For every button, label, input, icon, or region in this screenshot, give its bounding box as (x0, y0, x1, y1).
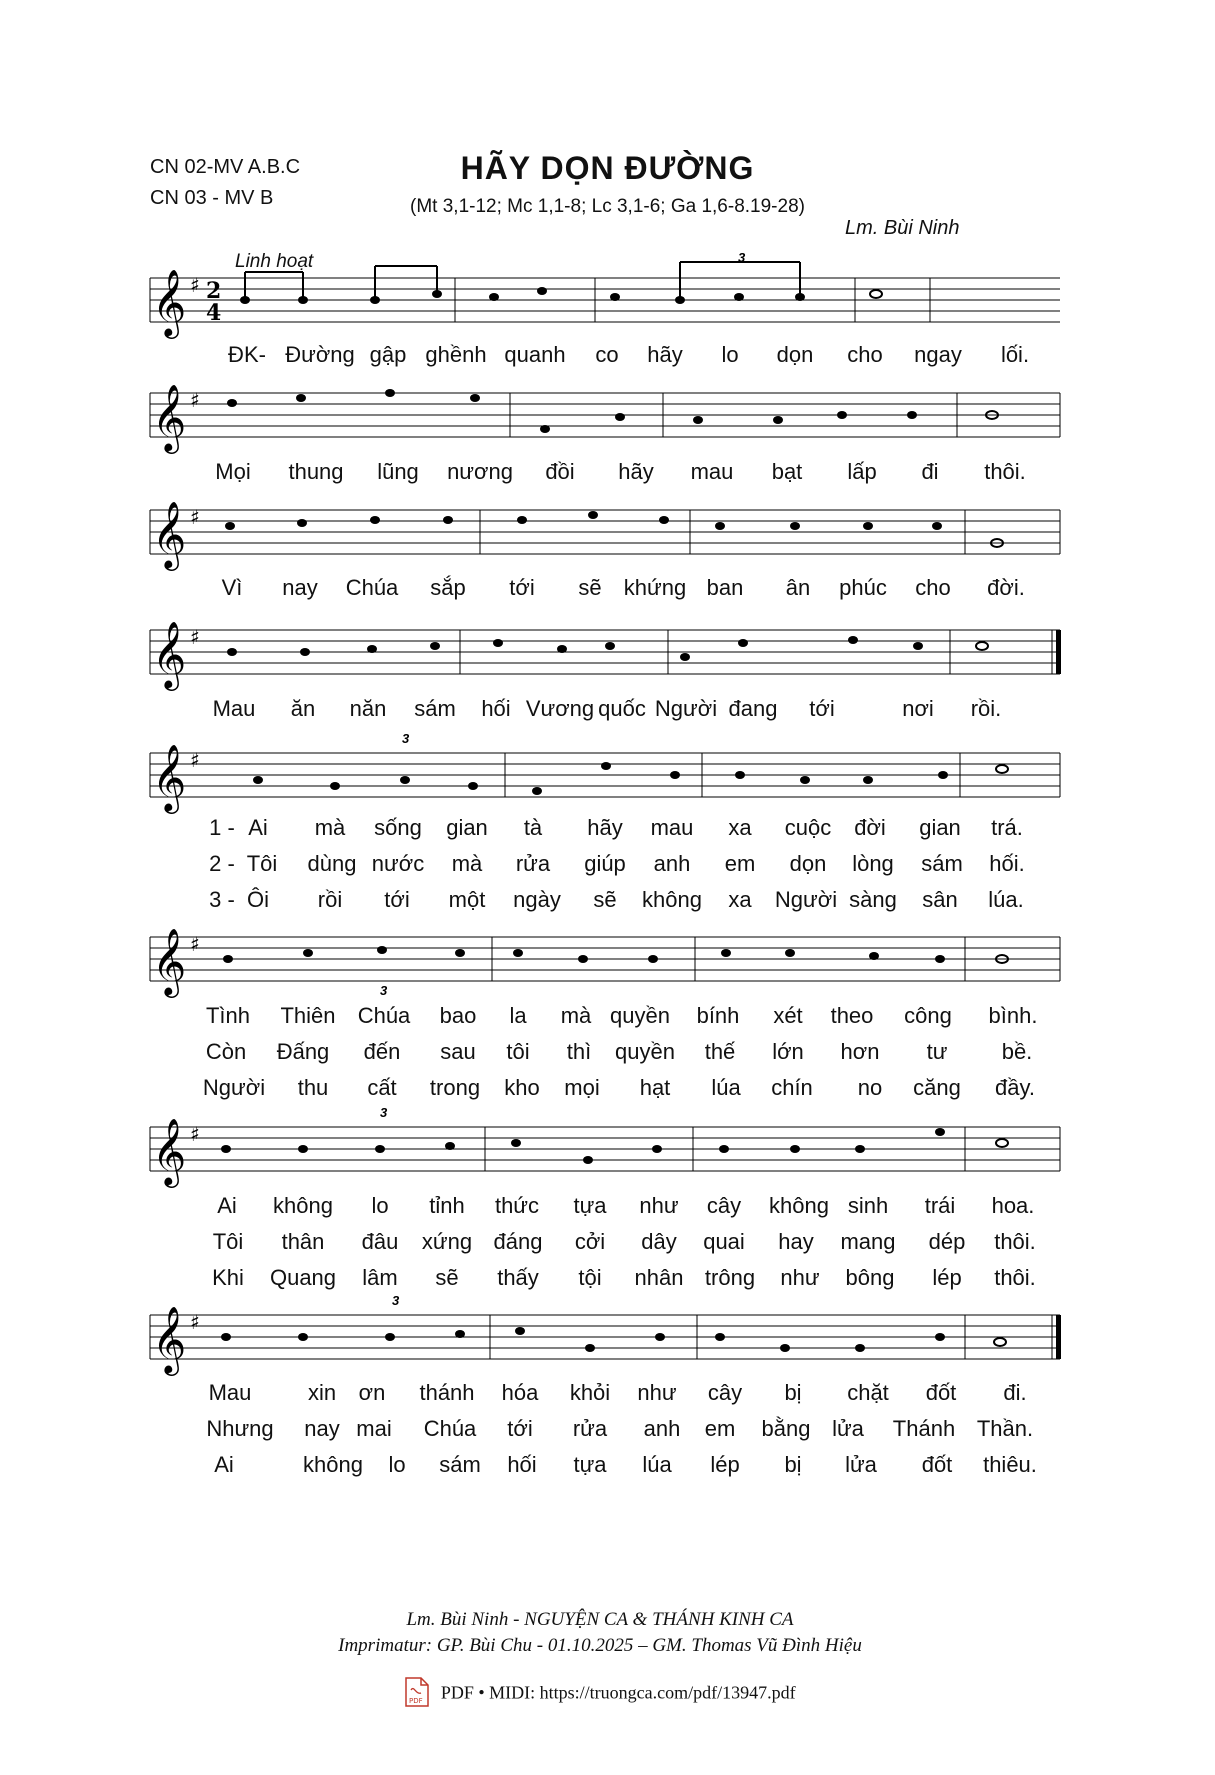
lyric-word: Ôi (247, 887, 269, 912)
lyric-word: rửa (572, 1416, 608, 1441)
lyric-word: Mau (208, 1380, 252, 1405)
lyric-word: như (639, 1193, 679, 1218)
lyric-word: tôi (506, 1039, 530, 1064)
pdf-icon-label: PDF (409, 1697, 423, 1705)
sharp-sign: ♯ (190, 932, 200, 956)
triplet-mark: 3 (402, 731, 410, 746)
staff-2 (0, 373, 1200, 473)
lyric-word: bông (845, 1265, 895, 1290)
lyric-word: nhân (634, 1265, 684, 1290)
lyric-word: phúc (839, 575, 887, 600)
verse-1-line-3 (0, 1193, 1200, 1227)
lyric-word: lép (710, 1452, 740, 1477)
sharp-sign: ♯ (190, 1122, 200, 1146)
lyric-word: cho (847, 342, 883, 367)
lyric-word: cởi (574, 1229, 606, 1254)
lyric-word: đang (728, 696, 778, 721)
lyric-word: thức (494, 1193, 540, 1218)
lyric-word: thôi. (994, 1229, 1036, 1254)
lyric-word: sẽ (435, 1265, 459, 1290)
lyric-word: đồi (545, 459, 575, 484)
lyric-word: Khi (212, 1265, 244, 1290)
lyric-word: bề. (1001, 1039, 1033, 1064)
pdf-icon[interactable] (404, 1677, 430, 1712)
verse-number: 1 - (209, 815, 235, 840)
lyric-word: Người (774, 887, 838, 912)
lyric-word: lo (721, 342, 739, 367)
lyric-word: bị (784, 1452, 802, 1477)
lyric-word: em (704, 1416, 736, 1441)
lyric-word: Mau (212, 696, 256, 721)
lyric-word: Quang (269, 1265, 337, 1290)
notes (221, 1128, 1008, 1164)
lyric-word: mà (560, 1003, 592, 1028)
lyric-word: Vì (221, 575, 243, 600)
lyric-word: Đấng (276, 1039, 330, 1064)
footer-credit: Lm. Bùi Ninh - NGUYỆN CA & THÁNH KINH CA (406, 1609, 794, 1630)
lyric-word: thung (288, 459, 344, 484)
lyric-word: không (303, 1452, 363, 1477)
lyric-line-1 (0, 342, 1200, 376)
treble-clef-icon: 𝄞 (152, 620, 187, 688)
lyric-word: thiêu. (983, 1452, 1037, 1477)
lyric-word: nơi (902, 696, 934, 721)
lyric-word: cuộc (784, 815, 832, 840)
lyric-word: gian (446, 815, 488, 840)
lyric-word: hối. (989, 851, 1025, 876)
staff-lines (150, 630, 1060, 674)
lyric-word: ghềnh (425, 342, 487, 367)
lyric-word: kho (504, 1075, 540, 1100)
lyric-word: Ai (217, 1193, 237, 1218)
sharp-sign: ♯ (190, 388, 200, 412)
notes (223, 946, 1008, 963)
lyric-word: lớn (772, 1039, 804, 1064)
lyric-word: em (724, 851, 756, 876)
lyric-word: ban (706, 575, 744, 600)
lyric-word: lâm (362, 1265, 398, 1290)
treble-clef-icon: 𝄞 (152, 927, 187, 995)
song-title: HÃY DỌN ĐƯỜNG (460, 150, 755, 186)
pdf-link-line[interactable] (0, 1677, 1200, 1712)
lyric-word: lòng (852, 851, 894, 876)
staff-lines (150, 278, 1060, 322)
lyric-word: hóa (501, 1380, 539, 1405)
lyric-word: đi (921, 459, 939, 484)
lyric-word: Ai (248, 815, 268, 840)
verse-3-line-3 (0, 1265, 1200, 1299)
lyric-word: Chúa (357, 1003, 411, 1028)
lyric-word: Chúa (345, 575, 399, 600)
tempo-marking: Linh hoạt (235, 251, 314, 272)
lyric-word: lo (371, 1193, 389, 1218)
lyric-word: nương (447, 459, 513, 484)
lyric-word: sẽ (578, 575, 602, 600)
lyric-word: rửa (515, 851, 551, 876)
lyric-word: ân (785, 575, 811, 600)
lyric-word: lép (932, 1265, 962, 1290)
lyric-word: trong (429, 1075, 481, 1100)
lyric-word: co (595, 342, 619, 367)
lyric-word: Thánh (892, 1416, 956, 1441)
lyric-word: thấy (497, 1265, 539, 1290)
treble-clef-icon: 𝄞 (152, 268, 187, 336)
verse-2-line-1 (0, 851, 1200, 885)
lyric-word: chặt (847, 1380, 889, 1405)
lyric-word: tới (509, 575, 535, 600)
lyric-word: hối (507, 1452, 537, 1477)
lyric-word: Thần. (976, 1416, 1034, 1441)
lyric-word: lối. (1000, 342, 1030, 367)
lyric-word: sám (439, 1452, 481, 1477)
lyric-word: Đường (285, 342, 355, 367)
lyric-word: hãy (587, 815, 623, 840)
triplet-mark: 3 (380, 983, 388, 998)
lyric-word: quyền (615, 1039, 675, 1064)
verse-2-line-3 (0, 1229, 1200, 1263)
lyric-word: khứng (623, 575, 687, 600)
lyric-word: đáng (493, 1229, 543, 1254)
staff-lines (150, 937, 1060, 981)
lyric-word: bạt (771, 459, 803, 484)
lyric-word: tư (926, 1039, 948, 1064)
verse-3-line-1 (0, 887, 1200, 921)
staff-6 (0, 917, 1200, 1017)
lyric-word: lấp (847, 459, 877, 484)
verse-number: 3 - (209, 887, 235, 912)
lyric-word: lửa (845, 1452, 877, 1477)
staff-lines (150, 1315, 1060, 1359)
lyric-word: Tôi (246, 851, 278, 876)
triplet-mark: 3 (392, 1293, 400, 1308)
verse-1-line-1 (0, 815, 1200, 849)
lyric-word: Nhưng (206, 1416, 274, 1441)
lyric-word: trái (924, 1193, 956, 1218)
lyric-word: bao (439, 1003, 477, 1028)
lyric-word: thánh (419, 1380, 475, 1405)
lyric-word: mà (451, 851, 483, 876)
lyric-word: mang (840, 1229, 896, 1254)
footer-imprimatur: Imprimatur: GP. Bùi Chu - 01.10.2025 – GM. Thomas Vũ Đình Hiệu (338, 1635, 862, 1656)
treble-clef-icon: 𝄞 (152, 1305, 187, 1373)
lyric-word: ngày (513, 887, 561, 912)
lyric-word: dọn (776, 342, 814, 367)
lyric-word: giúp (584, 851, 626, 876)
verse-3-line-4 (0, 1452, 1200, 1486)
verse-3-line-2 (0, 1075, 1200, 1109)
lyric-word: Chúa (423, 1416, 477, 1441)
lyric-word: không (769, 1193, 829, 1218)
liturgy-label-1: CN 02-MV A.B.C (150, 156, 301, 178)
staff-lines (150, 1127, 1060, 1171)
sharp-sign: ♯ (190, 273, 200, 297)
lyric-word: như (780, 1265, 820, 1290)
lyric-word: bị (784, 1380, 802, 1405)
lyric-word: trông (704, 1265, 756, 1290)
lyric-word: thế (704, 1039, 736, 1064)
lyric-word: Người (202, 1075, 266, 1100)
lyric-word: đốt (921, 1452, 953, 1477)
lyric-word: đời. (987, 575, 1025, 600)
lyric-word: một (448, 887, 486, 912)
notes (227, 636, 988, 661)
lyric-word: mai (356, 1416, 392, 1441)
lyric-word: đốt (925, 1380, 957, 1405)
lyric-word: Tình (205, 1003, 251, 1028)
lyric-word: dép (928, 1229, 966, 1254)
lyric-word: lửa (832, 1416, 864, 1441)
lyric-word: no (857, 1075, 883, 1100)
lyric-word: không (273, 1193, 333, 1218)
pdf-midi-url[interactable]: PDF • MIDI: https://truongca.com/pdf/13947.pdf (440, 1682, 796, 1703)
lyric-word: gian (919, 815, 961, 840)
lyric-word: sắp (430, 575, 466, 600)
lyric-word: thu (297, 1075, 329, 1100)
lyric-word: lo (388, 1452, 406, 1477)
lyric-word: quai (703, 1229, 745, 1254)
lyric-word: xin (307, 1380, 337, 1405)
scripture-references: (Mt 3,1-12; Mc 1,1-8; Lc 3,1-6; Ga 1,6-8.19-28) (410, 196, 805, 217)
lyric-word: thì (566, 1039, 592, 1064)
lyric-word: dọn (789, 851, 827, 876)
lyric-word: cây (706, 1193, 742, 1218)
lyric-word: đi. (1003, 1380, 1027, 1405)
lyric-word: hãy (618, 459, 654, 484)
staff-lines (150, 510, 1060, 554)
lyric-word: nay (282, 575, 318, 600)
lyric-word: ngay (914, 342, 962, 367)
lyric-word: sẽ (593, 887, 617, 912)
lyric-word: lũng (377, 459, 419, 484)
lyric-word: tới (809, 696, 835, 721)
lyric-word: đầy. (995, 1075, 1035, 1100)
sharp-sign: ♯ (190, 505, 200, 529)
lyric-word: đời (854, 815, 886, 840)
lyric-word: rồi. (970, 696, 1002, 721)
lyric-word: tựa (573, 1452, 607, 1477)
lyric-word: tỉnh (429, 1193, 465, 1218)
composer: Lm. Bùi Ninh (845, 217, 960, 239)
sharp-sign: ♯ (190, 748, 200, 772)
lyric-word: hối (481, 696, 511, 721)
time-sig-bottom: 4 (206, 300, 222, 326)
lyric-word: sân (922, 887, 958, 912)
triplet-mark: 3 (380, 1105, 388, 1120)
treble-clef-icon: 𝄞 (152, 500, 187, 568)
lyric-word: tới (384, 887, 410, 912)
triplet-mark: 3 (738, 250, 746, 265)
staff-7 (0, 1107, 1200, 1207)
lyric-word: khỏi (569, 1380, 611, 1405)
lyric-word: tội (578, 1265, 602, 1290)
lyric-word: mau (690, 459, 734, 484)
lyric-word: xứng (421, 1229, 473, 1254)
sharp-sign: ♯ (190, 625, 200, 649)
staff-lines (150, 393, 1060, 437)
lyric-word: Thiên (280, 1003, 336, 1028)
notes (253, 762, 1008, 795)
liturgy-label-2: CN 03 - MV B (150, 187, 274, 209)
verse-1-line-2 (0, 1003, 1200, 1037)
lyric-word: đến (363, 1039, 401, 1064)
lyric-word: thân (281, 1229, 325, 1254)
lyric-line-2 (0, 459, 1200, 493)
staff-lines (150, 753, 1060, 797)
lyric-word: gập (369, 342, 407, 367)
lyric-word: bằng (761, 1416, 811, 1441)
lyric-word: trá. (991, 815, 1023, 840)
treble-clef-icon: 𝄞 (152, 1117, 187, 1185)
lyric-word: hơn (840, 1039, 880, 1064)
lyric-word: bính (696, 1003, 740, 1028)
lyric-line-3 (0, 575, 1200, 609)
verse-1-line-4 (0, 1380, 1200, 1414)
lyric-word: Ai (214, 1452, 234, 1477)
lyric-word: tà (523, 815, 543, 840)
lyric-word: ăn (290, 696, 316, 721)
lyric-word: thôi. (984, 459, 1026, 484)
lyric-word: xa (728, 815, 752, 840)
lyric-line-4 (0, 696, 1200, 730)
lyric-word: mà (314, 815, 346, 840)
lyric-word: hạt (639, 1075, 671, 1100)
lyric-word: cây (707, 1380, 743, 1405)
verse-2-line-4 (0, 1416, 1200, 1450)
lyric-word: hãy (647, 342, 683, 367)
lyric-word: đâu (361, 1229, 399, 1254)
lyric-word: sàng (849, 887, 897, 912)
time-sig-top: 2 (206, 278, 222, 304)
lyric-word: quanh (504, 342, 566, 367)
lyric-word: sau (440, 1039, 476, 1064)
lyric-word: sám (414, 696, 456, 721)
lyric-word: dùng (307, 851, 357, 876)
lyric-word: quyền (610, 1003, 670, 1028)
lyric-word: hay (778, 1229, 814, 1254)
lyric-word: Tôi (212, 1229, 244, 1254)
lyric-word: cất (367, 1075, 397, 1100)
lyric-word: xa (728, 887, 752, 912)
lyric-word: căng (913, 1075, 961, 1100)
lyric-word: chín (771, 1075, 813, 1100)
staff-4 (0, 610, 1200, 710)
lyric-word: Vương (525, 696, 595, 721)
lyric-word: bình. (988, 1003, 1038, 1028)
treble-clef-icon: 𝄞 (152, 743, 187, 811)
lyric-word: không (642, 887, 702, 912)
lyric-word: thôi. (994, 1265, 1036, 1290)
lyric-word: Người (654, 696, 718, 721)
lyric-word: sinh (847, 1193, 889, 1218)
notes (225, 511, 1003, 547)
lyric-word: Còn (205, 1039, 247, 1064)
notes (240, 262, 882, 304)
lyric-word: nay (304, 1416, 340, 1441)
lyric-word: năn (349, 696, 387, 721)
lyric-word: tới (507, 1416, 533, 1441)
lyric-word: theo (830, 1003, 874, 1028)
lyric-word: mau (650, 815, 694, 840)
lyric-word: sống (374, 815, 422, 840)
lyric-word: mọi (564, 1075, 600, 1100)
sharp-sign: ♯ (190, 1310, 200, 1334)
lyric-word: cho (915, 575, 951, 600)
lyric-word: quốc (598, 696, 646, 721)
lyric-word: như (637, 1380, 677, 1405)
lyric-word: lúa (642, 1452, 672, 1477)
lyric-word: la (509, 1003, 527, 1028)
lyric-word: ơn (358, 1380, 386, 1405)
lyric-word: dây (641, 1229, 677, 1254)
lyric-word: lúa (711, 1075, 741, 1100)
lyric-word: anh (653, 851, 691, 876)
lyric-word: hoa. (991, 1193, 1035, 1218)
verse-number: 2 - (209, 851, 235, 876)
lyric-word: Mọi (215, 459, 251, 484)
treble-clef-icon: 𝄞 (152, 383, 187, 451)
lyric-word: rồi (317, 887, 343, 912)
verse-2-line-2 (0, 1039, 1200, 1073)
lyric-word: lúa. (988, 887, 1024, 912)
lyric-word: tựa (573, 1193, 607, 1218)
lyric-word: nước (371, 851, 425, 876)
lyric-word: sám (921, 851, 963, 876)
lyric-word: anh (643, 1416, 681, 1441)
lyric-word: công (904, 1003, 952, 1028)
lyric-word: ĐK- (228, 342, 266, 367)
lyric-word: xét (773, 1003, 803, 1028)
